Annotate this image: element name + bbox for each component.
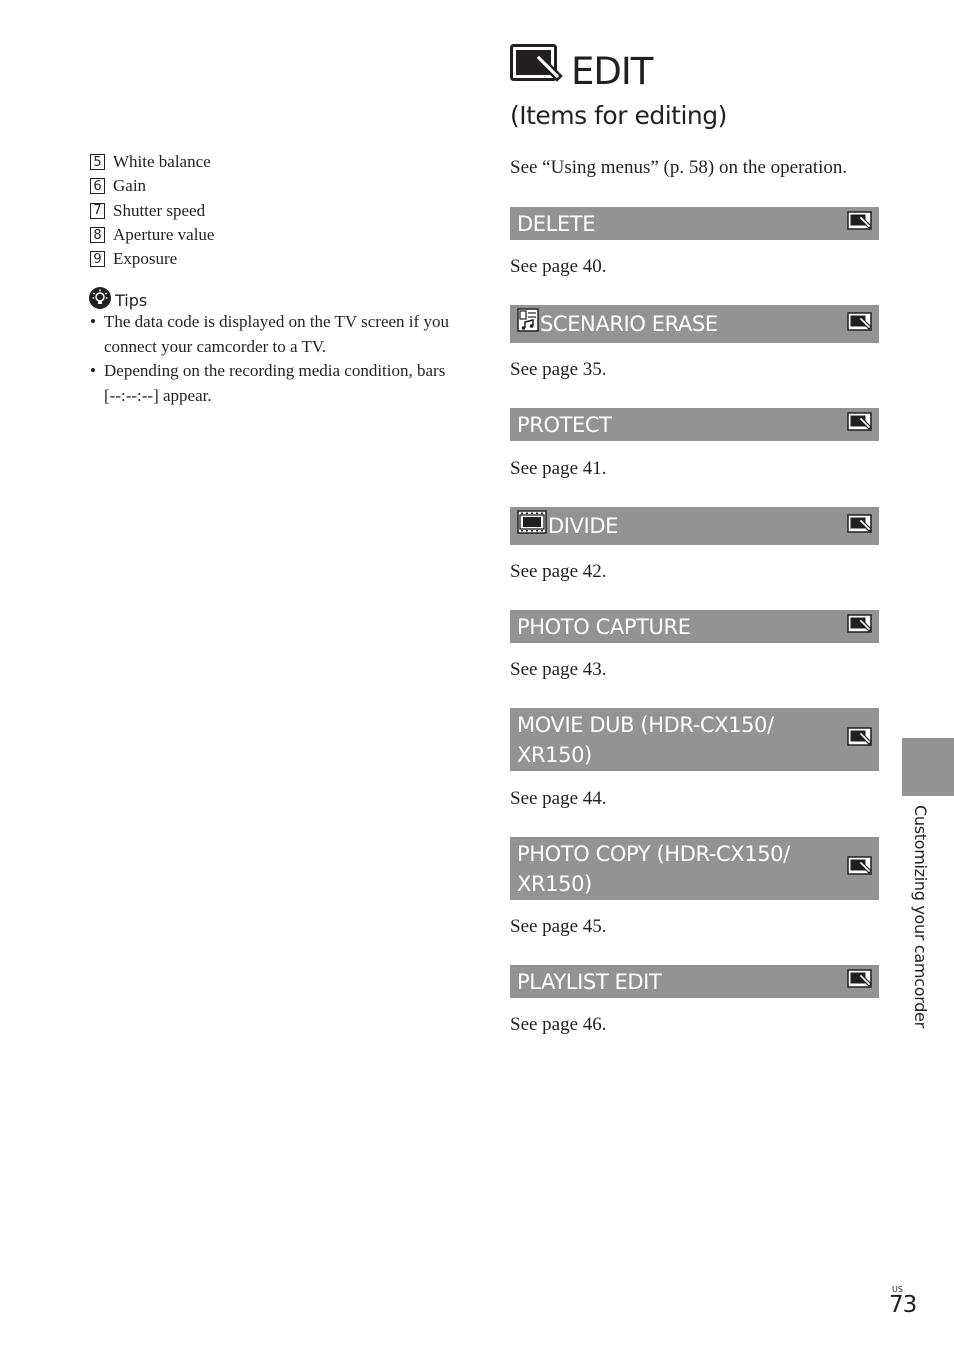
see-page: See page 40. (510, 256, 607, 277)
menu-item-label: PHOTO COPY (HDR-CX150/ XR150) (517, 841, 790, 896)
menu-item-label: PLAYLIST EDIT (517, 969, 662, 994)
edit-icon (847, 514, 873, 539)
menu-item-label: MOVIE DUB (HDR-CX150/ XR150) (517, 712, 774, 767)
tip-item (90, 359, 460, 408)
page-number: 73 (889, 1292, 917, 1318)
see-page: See page 44. (510, 788, 607, 809)
chapter-tab (902, 738, 954, 796)
item-number: 9 (90, 251, 105, 267)
item-label: Exposure (113, 249, 178, 269)
edit-icon (847, 412, 873, 437)
see-page: See page 42. (510, 561, 607, 582)
bullet: • (90, 361, 96, 380)
menu-item-label: DELETE (517, 211, 596, 236)
tip-text: Depending on the recording media condition, bars [--:--:--] appear. (104, 361, 446, 405)
menu-item-label: DIVIDE (548, 514, 618, 538)
tip-item (90, 310, 460, 359)
page-title: EDIT (571, 50, 653, 93)
menu-item-label: PROTECT (517, 412, 612, 437)
edit-icon (847, 969, 873, 994)
item-label: Shutter speed (113, 200, 206, 220)
item-label: Aperture value (113, 225, 215, 245)
see-page: See page 41. (510, 458, 607, 479)
page-subtitle: (Items for editing) (510, 101, 727, 130)
edit-icon (847, 312, 873, 337)
item-number: 6 (90, 178, 105, 194)
menu-item-scenario-erase (510, 305, 879, 343)
menu-item-divide (510, 507, 879, 545)
item-number: 8 (90, 227, 105, 243)
chapter-tab-label: Customizing your camcorder (911, 805, 930, 1028)
edit-icon (847, 614, 873, 639)
list-item (90, 223, 214, 247)
see-page: See page 43. (510, 659, 607, 680)
numbered-list (90, 150, 214, 271)
edit-icon (510, 44, 564, 91)
edit-icon (847, 856, 873, 881)
bullet: • (90, 312, 96, 331)
menu-item-photo-copy (510, 837, 879, 900)
menu-item-movie-dub (510, 708, 879, 771)
see-page: See page 45. (510, 916, 607, 937)
item-label: White balance (113, 152, 211, 172)
tips-label: Tips (115, 291, 148, 310)
list-item (90, 174, 214, 198)
list-item (90, 150, 214, 174)
film-icon (517, 510, 547, 542)
menu-item-photo-capture (510, 610, 879, 643)
page-region: US (892, 1285, 903, 1294)
menu-item-playlist-edit (510, 965, 879, 998)
tips-list (90, 310, 460, 408)
item-label: Gain (113, 176, 147, 196)
item-number: 7 (90, 203, 105, 219)
tip-text: The data code is displayed on the TV screen if you connect your camcorder to a TV. (104, 312, 449, 356)
see-page: See page 35. (510, 359, 607, 380)
edit-icon (847, 211, 873, 236)
list-item (90, 199, 214, 223)
menu-item-label: SCENARIO ERASE (540, 312, 718, 336)
item-number: 5 (90, 154, 105, 170)
menu-item-delete (510, 207, 879, 240)
intro-text: See “Using menus” (p. 58) on the operation. (510, 157, 848, 178)
edit-icon (847, 727, 873, 752)
see-page: See page 46. (510, 1014, 607, 1035)
list-item (90, 247, 214, 271)
menu-item-label: PHOTO CAPTURE (517, 614, 691, 639)
scenario-icon (517, 308, 539, 340)
menu-item-protect (510, 408, 879, 441)
